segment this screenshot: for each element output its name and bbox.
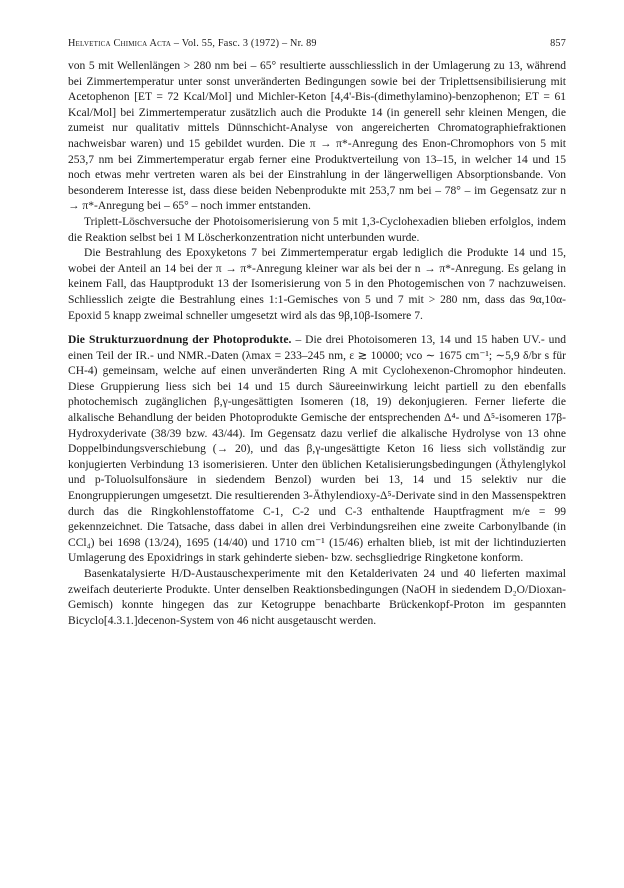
journal-title: Helvetica Chimica Acta — [68, 38, 172, 49]
paragraph-triplet-quenching: Triplett-Löschversuche der Photoisomerisierung von 5 mit 1,3-Cyclohexadien blieben erfolglos, indem die Reaktion selbst bei 1 M Löscherkonzentration nicht unterbunden wurde. — [68, 215, 566, 244]
page-number: 857 — [550, 38, 566, 49]
paragraph-hd-exchange: Basenkatalysierte H/D-Austauschexperimente mit den Ketalderivaten 24 und 40 lieferten maximal zweifach deuterierte Produkte. Unter denselben Reaktionsbedingungen (NaOH in siedendem D₂O/Dioxan-Gemisch) konnte hingegen das zur Ketogruppe benachbarte Brückenkopf-Proton im gespannten Bicyclo[4.3.1.]decenon-System von 46 nicht ausgetauscht werden. — [68, 568, 566, 627]
volume-info: – Vol. 55, Fasc. 3 (1972) – Nr. 89 — [173, 38, 317, 49]
paragraph-structure-assignment — [68, 333, 566, 567]
journal-info — [68, 38, 317, 49]
running-header — [68, 38, 566, 49]
structure-assignment-text: – Die drei Photoisomeren 13, 14 und 15 haben UV.- und einen Teil der IR.- und NMR.-Daten (λmax = 233–245 nm, ε ≳ 10000; νco ∼ 1675 cm⁻¹; ∼5,9 δ/br s für CH-4) gemeinsam, welche auf einen unveränderten Ring A mit Cyclohexenon-Chromophor hindeuten. Diese Gruppierung liess sich bei 14 und 15 durch Säureeinwirkung leicht partiell zu den ebenfalls photochemisch zugänglichen β,γ-ungesättigten Isomeren (18, 19) dekonjugieren. Ferner lieferte die alkalische Behandlung der beiden Photoprodukte Gemische der entsprechenden Δ⁴- und Δ⁵-isomeren 17β-Hydroxyderivate (38/39 bzw. 43/44). Im Gegensatz dazu verlief die alkalische Hydrolyse von 13 ohne Doppelbindungsverschiebung (→ 20), und das β,γ-ungesättigte Keton 16 liess sich vollständig zur konjugierten Verbindung 13 isomerisieren. Unter den üblichen Ketalisierungsbedingungen (Äthylenglykol und p-Toluolsulfonsäure in siedendem Benzol) wurden bei 13, 14 und 15 selektiv nur die Enongruppierungen umgesetzt. Die resultierenden 3-Äthylendioxy-Δ⁵-Derivate sind in den Massenspektren durch das die Ringkohlenstoffatome C-1, C-2 und C-3 enthaltende Hauptfragment m/e = 99 gekennzeichnet. Die Tatsache, dass dabei in allen drei Verbindungsreihen eine zweite Carbonylbande (in CCl₄) bei 1698 (13/24), 1695 (14/40) und 1710 cm⁻¹ (15/46) erhalten blieb, ist mit der lichtinduzierten Umlagerung des Epoxidrings in stark gehinderte sieben- bzw. sechsgliedrige Ringketone konform. — [68, 334, 566, 565]
section-heading-structure-assignment: Die Strukturzuordnung der Photoprodukte. — [68, 334, 292, 347]
paragraph-epoxyketone-irradiation: Die Bestrahlung des Epoxyketons 7 bei Zimmertemperatur ergab lediglich die Produkte 14 und 15, wobei der Anteil an 14 bei der π → π*-Anregung kleiner war als bei der n → π*-Anregung. Es gelang in keinem Fall, das Hauptprodukt 13 der Isomerisierung von 5 in den Photogemischen von 7 nachzuweisen. Schliesslich zeigte die Bestrahlung eines 1:1-Gemisches von 5 und 7 mit > 280 nm, dass das 9α,10α-Epoxid 5 knapp zweimal schneller umgesetzt wird als das 9β,10β-Isomere 7. — [68, 247, 566, 322]
paragraph-photolysis-conditions: von 5 mit Wellenlängen > 280 nm bei – 65° resultierte ausschliesslich in der Umlagerung zu 13, während bei Zimmertemperatur unter sonst unveränderten Bedingungen sowie bei der Triplettsensibilisierung mit Acetophenon [ET = 72 Kcal/Mol] und Michler-Keton [4,4'-Bis-(dimethylamino)-benzophenon; ET = 61 Kcal/Mol] bei Zimmertemperatur zusätzlich auch die Produkte 14 (in generell sehr kleinen Mengen, die zumeist nur qualitativ mittels Dünnschicht-Analyse von angereicherten Chromatographiefraktionen nachweisbar waren) und 15 gebildet wurden. Die π → π*-Anregung des Enon-Chromophors von 5 mit 253,7 nm bei Zimmertemperatur ergab ferner eine Produktverteilung von 13–15, in welcher 14 und 15 noch etwas mehr vertreten waren als bei der Einstrahlung in der längerwelligen Absorptionsbande. Von besonderem Interesse ist, dass diese beiden Nebenprodukte mit 253,7 nm bei – 78° – im Gegensatz zur n → π*-Anregung bei – 65° – noch immer entstanden. — [68, 60, 566, 213]
article-body — [68, 59, 566, 629]
